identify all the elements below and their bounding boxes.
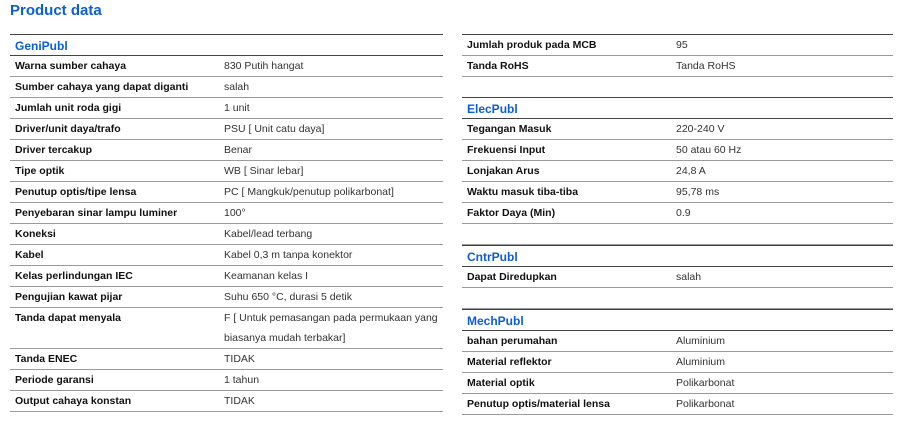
table-row xyxy=(462,352,893,373)
row-value: 0.9 xyxy=(676,207,691,219)
row-value: TIDAK xyxy=(224,353,255,365)
table-row xyxy=(10,287,443,308)
row-label: Koneksi xyxy=(15,228,56,240)
table-row xyxy=(10,98,443,119)
table-row xyxy=(462,56,893,77)
geni-rows xyxy=(10,56,443,412)
table-row xyxy=(462,394,893,415)
row-label: Jumlah produk pada MCB xyxy=(467,39,597,51)
row-value: PSU [ Unit catu daya] xyxy=(224,123,325,135)
row-label: Material optik xyxy=(467,377,535,389)
table-row xyxy=(10,349,443,370)
table-row xyxy=(10,308,443,349)
row-value: 1 tahun xyxy=(224,374,260,386)
table-row xyxy=(10,161,443,182)
row-value: 95 xyxy=(676,39,688,51)
row-label: Tanda RoHS xyxy=(467,60,529,72)
table-row xyxy=(10,56,443,77)
row-label: Output cahaya konstan xyxy=(15,395,132,407)
row-value: 50 atau 60 Hz xyxy=(676,144,742,156)
row-label: Penutup optis/tipe lensa xyxy=(15,186,137,198)
row-label: Driver/unit daya/trafo xyxy=(15,123,121,135)
row-label: Dapat Diredupkan xyxy=(467,271,557,283)
row-value: WB [ Sinar lebar] xyxy=(224,165,304,177)
row-value: 100° xyxy=(224,207,246,219)
row-label: Waktu masuk tiba-tiba xyxy=(467,186,579,198)
table-row xyxy=(10,224,443,245)
section-header-cntrpubl: CntrPubl xyxy=(462,245,893,267)
table-row xyxy=(462,267,893,288)
row-value: Suhu 650 °C, durasi 5 detik xyxy=(224,291,352,303)
table-row xyxy=(10,203,443,224)
row-label: Lonjakan Arus xyxy=(467,165,540,177)
table-row xyxy=(10,77,443,98)
table-row xyxy=(10,182,443,203)
geni-table xyxy=(10,34,443,412)
row-value: Benar xyxy=(224,144,253,156)
row-value: Aluminium xyxy=(676,335,726,347)
table-row xyxy=(10,266,443,287)
table-row xyxy=(462,119,893,140)
row-label: Pengujian kawat pijar xyxy=(15,291,123,303)
row-value: Polikarbonat xyxy=(676,377,735,389)
row-value: TIDAK xyxy=(224,395,255,407)
row-label: Driver tercakup xyxy=(15,144,93,156)
table-row xyxy=(462,161,893,182)
section-header-mechpubl: MechPubl xyxy=(462,309,893,331)
row-label: Sumber cahaya yang dapat diganti xyxy=(15,81,189,93)
table-row xyxy=(10,370,443,391)
table-row xyxy=(10,119,443,140)
row-label: Penutup optis/material lensa xyxy=(467,398,610,410)
row-label: Faktor Daya (Min) xyxy=(467,207,556,219)
cntr-rows xyxy=(462,267,893,288)
row-label: Penyebaran sinar lampu luminer xyxy=(15,207,178,219)
row-label: Material reflektor xyxy=(467,356,552,368)
table-row xyxy=(462,203,893,224)
row-label: Tipe optik xyxy=(15,165,65,177)
page-title: Product data xyxy=(10,2,102,19)
row-label: Tanda dapat menyala xyxy=(15,312,122,324)
row-label: Warna sumber cahaya xyxy=(15,60,127,72)
row-value: F [ Untuk pemasangan pada permukaan yang biasanya mudah terbakar] xyxy=(224,312,438,344)
row-value: Tanda RoHS xyxy=(676,60,736,72)
table-row xyxy=(10,391,443,412)
row-value: 220-240 V xyxy=(676,123,725,135)
row-value: salah xyxy=(224,81,250,93)
row-label: Kabel xyxy=(15,249,44,261)
row-value: Keamanan kelas I xyxy=(224,270,309,282)
row-value: 24,8 A xyxy=(676,165,706,177)
elec-rows xyxy=(462,119,893,224)
table-row xyxy=(462,140,893,161)
row-label: Tegangan Masuk xyxy=(467,123,552,135)
row-label: Periode garansi xyxy=(15,374,94,386)
row-value: Polikarbonat xyxy=(676,398,735,410)
spacer xyxy=(462,288,893,309)
row-value: 1 unit xyxy=(224,102,250,114)
table-row xyxy=(10,140,443,161)
table-row xyxy=(462,373,893,394)
row-label: Frekuensi Input xyxy=(467,144,546,156)
section-header-genipubl: GeniPubl xyxy=(10,34,443,56)
row-value: salah xyxy=(676,271,702,283)
row-label: Jumlah unit roda gigi xyxy=(15,102,122,114)
mech-rows xyxy=(462,331,893,415)
section-header-elecpubl: ElecPubl xyxy=(462,97,893,119)
table-row xyxy=(462,35,893,56)
row-label: Kelas perlindungan IEC xyxy=(15,270,133,282)
table-row xyxy=(462,331,893,352)
row-value: PC [ Mangkuk/penutup polikarbonat] xyxy=(224,186,394,198)
row-value: 95,78 ms xyxy=(676,186,720,198)
table-row xyxy=(10,245,443,266)
row-value: 830 Putih hangat xyxy=(224,60,304,72)
row-value: Kabel/lead terbang xyxy=(224,228,313,240)
top-rows xyxy=(462,34,893,77)
row-label: Tanda ENEC xyxy=(15,353,78,365)
spacer xyxy=(462,224,893,245)
row-value: Kabel 0,3 m tanpa konektor xyxy=(224,249,353,261)
table-row xyxy=(462,182,893,203)
spacer xyxy=(462,77,893,97)
row-label: bahan perumahan xyxy=(467,335,558,347)
row-value: Aluminium xyxy=(676,356,726,368)
right-table xyxy=(462,34,893,415)
